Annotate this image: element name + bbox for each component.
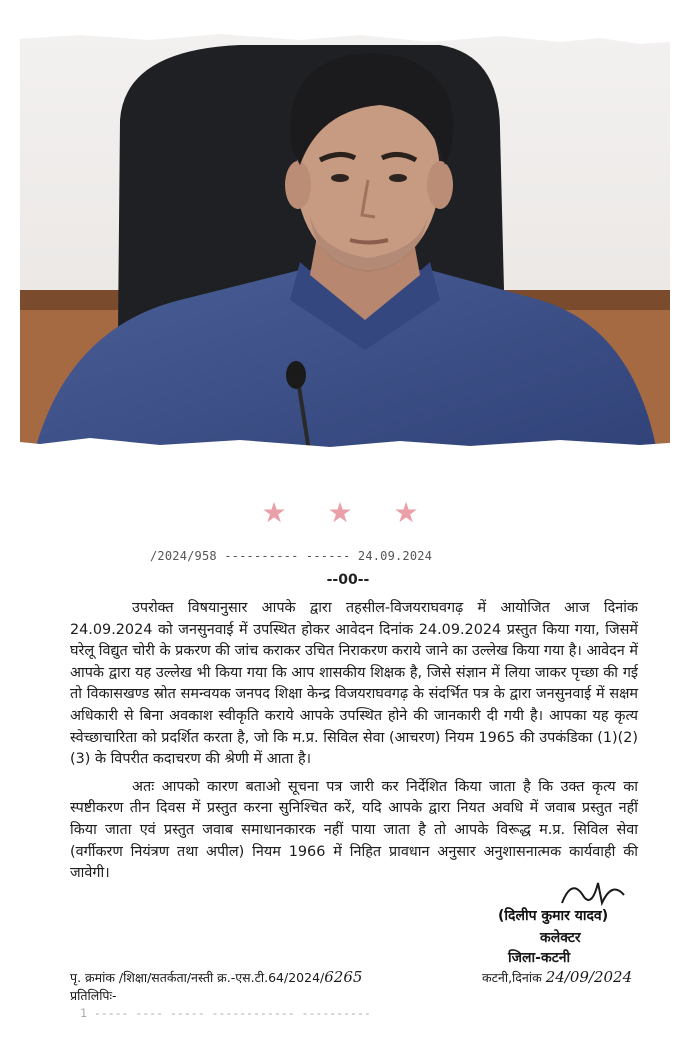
memo-number xyxy=(70,968,362,986)
place-date-label: कटनी,दिनांक xyxy=(482,970,542,985)
signatory-district: जिला-कटनी xyxy=(508,950,571,966)
handwritten-date: 24/09/2024 xyxy=(545,968,633,986)
portrait-photo xyxy=(0,0,696,478)
memo-label: पृ. क्रमांक /शिक्षा/सतर्कता/नस्ती क्र.-एस.टी.64/2024/ xyxy=(70,970,325,985)
letter-paragraph-2: अतः आपको कारण बताओ सूचना पत्र जारी कर निर्देशित किया जाता है कि उक्त कृत्य का स्पष्टीकरण तीन दिवस में प्रस्तुत करना सुनिश्चित करें, यदि आपके द्वारा नियत अवधि में जवाब प्रस्तुत नहीं किया जाता एवं प्रस्तुत जवाब समाधानकारक नहीं पाया जाता है तो आपके विरूद्ध म.प्र. सिविल सेवा (वर्गीकरण नियंत्रण तथा अपील) नियम 1966 में निहित प्रावधान अनुसार अनुशासनात्मक कार्यवाही की जावेगी। xyxy=(70,778,638,882)
signatory-name: (दिलीप कुमार यादव) xyxy=(498,908,609,924)
letter-paragraph-1: उपरोक्त विषयानुसार आपके द्वारा तहसील-विजयराघवगढ़ में आयोजित आज दिनांक 24.09.2024 को जनसुनवाई में उपस्थित होकर आवेदन दिनांक 24.09.2024 प्रस्तुत किया गया, जिसमें घरेलू विद्युत चोरी के प्रकरण की जांच कराकर उचित निराकरण कराये जाने का उल्लेख किया गया है। आवेदन में आपके द्वारा यह उल्लेख भी किया गया कि आप शासकीय शिक्षक है, जिसे संज्ञान में लिया जाकर पृच्छा की गई तो विकासखण्ड स्रोत समन्वयक जनपद शिक्षा केन्द्र विजयराघवगढ़ के संदर्भित पत्र के द्वारा जनसुनवाई में सक्षम अधिकारी से बिना अवकाश स्वीकृति कराये आपके उपस्थित होने की जानकारी दी गयी है। आपका यह कृत्य स्वेच्छाचारिता को प्रदर्शित करता है, जो कि म.प्र. सिविल सेवा (आचरण) नियम 1965 की उपकंडिका (1)(2)(3) के विपरीत कदाचरण की श्रेणी में आता है। xyxy=(70,600,638,768)
reference-line: /2024/958 ---------- ------ 24.09.2024 xyxy=(150,549,433,563)
decorative-stars: ★ ★ ★ xyxy=(261,496,435,529)
section-divider: --00-- xyxy=(326,572,370,588)
memo-handwritten-number: 6265 xyxy=(324,968,363,986)
signatory-title: कलेक्टर xyxy=(540,930,581,946)
place-date xyxy=(482,968,632,986)
letter-body xyxy=(70,598,638,891)
cut-off-line: 1 ----- ---- ----- ------------ ---------- xyxy=(80,1006,371,1020)
copy-to-label: प्रतिलिपिः- xyxy=(70,988,117,1003)
